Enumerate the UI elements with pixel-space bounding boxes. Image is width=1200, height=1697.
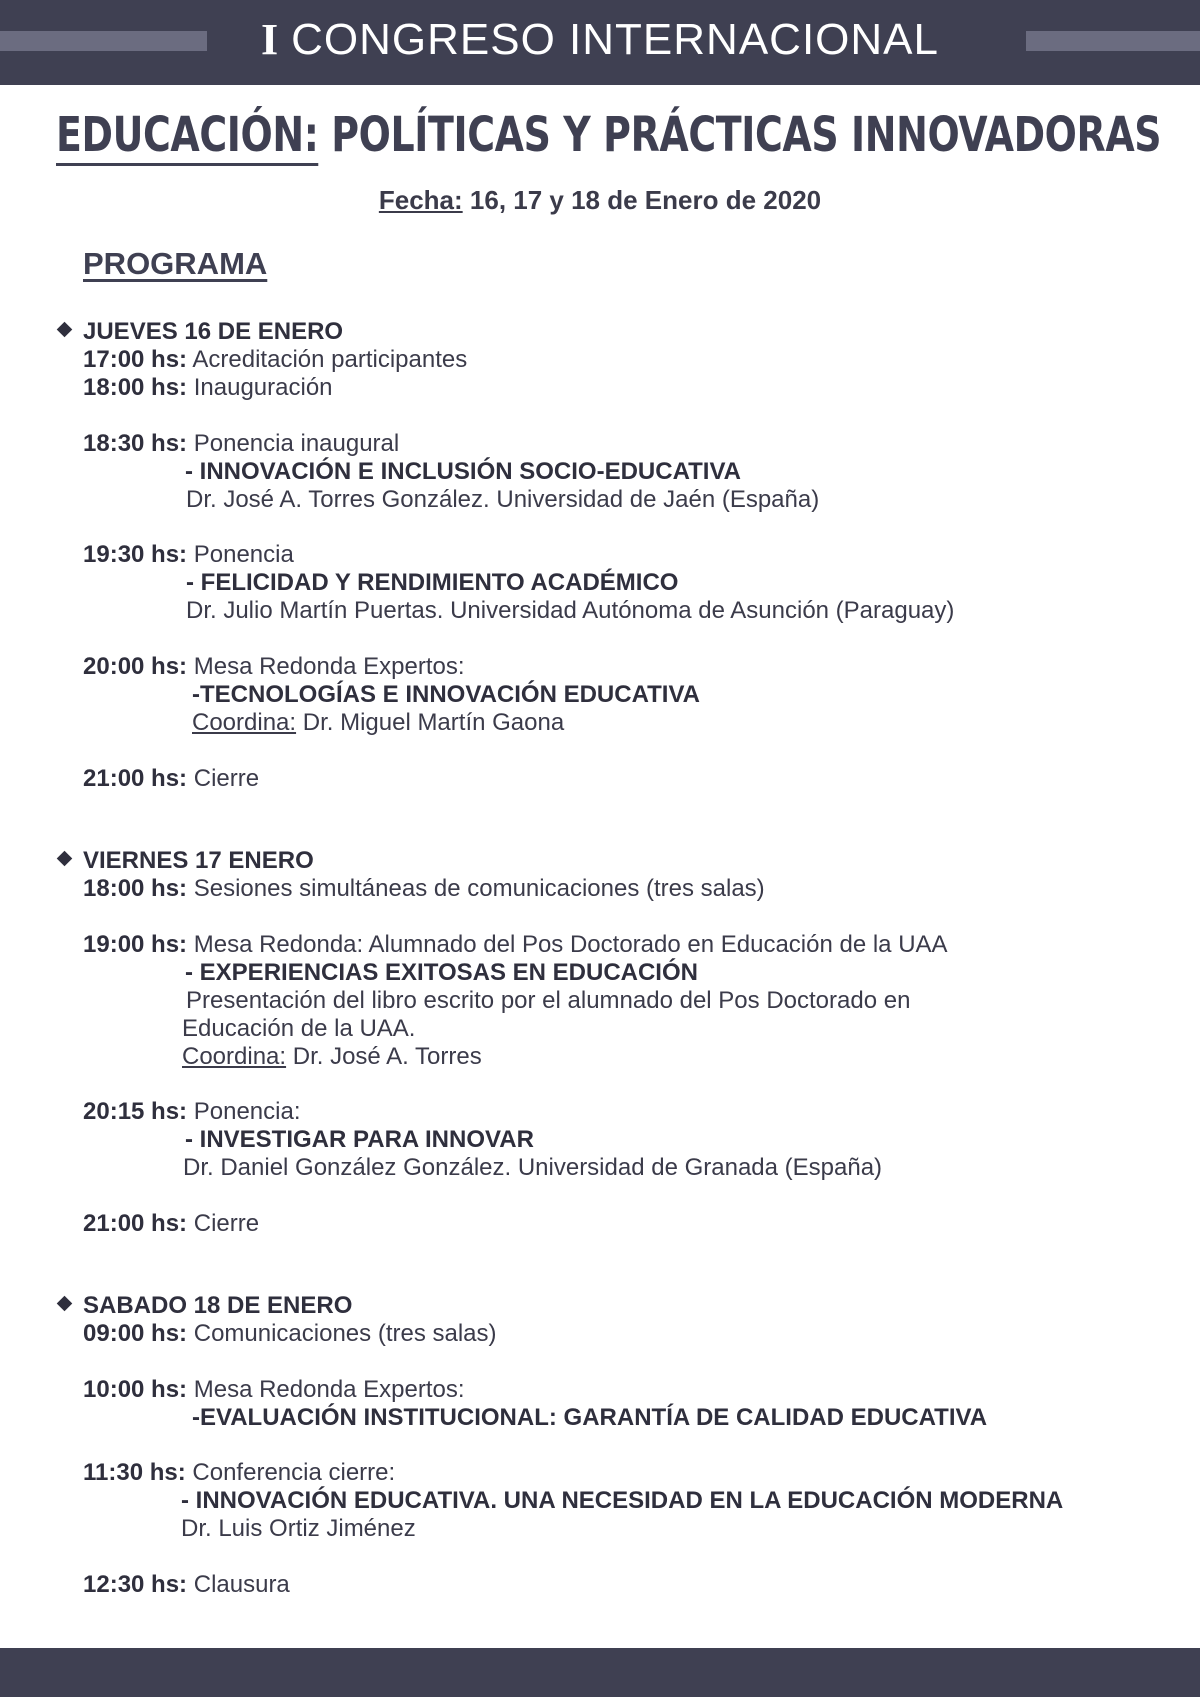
day-title: VIERNES 17 ENERO	[83, 847, 314, 874]
header-bar	[0, 0, 1200, 85]
item-text: Mesa Redonda Expertos:	[193, 1376, 465, 1403]
item-time: 20:15 hs:	[83, 1098, 188, 1125]
schedule-item	[83, 374, 333, 402]
item-topic: -EVALUACIÓN INSTITUCIONAL: GARANTÍA DE CALIDAD EDUCATIVA	[192, 1404, 988, 1431]
item-time: 18:00 hs:	[83, 374, 188, 401]
schedule-item	[83, 931, 948, 959]
schedule-item	[83, 653, 465, 681]
item-text: Sesiones simultáneas de comunicaciones (tres salas)	[193, 875, 765, 902]
day-title: SABADO 18 DE ENERO	[83, 1292, 353, 1319]
item-text: Ponencia inaugural	[193, 430, 400, 457]
item-text: Comunicaciones (tres salas)	[193, 1320, 497, 1347]
schedule-item	[83, 1320, 497, 1348]
item-text: Acreditación participantes	[192, 346, 468, 373]
bullet-diamond-icon	[57, 851, 73, 867]
item-time: 20:00 hs:	[83, 653, 188, 680]
item-text: Mesa Redonda Expertos:	[193, 653, 465, 680]
item-topic: - EXPERIENCIAS EXITOSAS EN EDUCACIÓN	[185, 959, 698, 986]
schedule-item	[83, 875, 765, 903]
day-title: JUEVES 16 DE ENERO	[83, 318, 344, 345]
bullet-diamond-icon	[57, 322, 73, 338]
item-description: Presentación del libro escrito por el alumnado del Pos Doctorado en	[186, 987, 911, 1014]
item-time: 10:00 hs:	[83, 1376, 188, 1403]
item-topic: - INNOVACIÓN EDUCATIVA. UNA NECESIDAD EN LA EDUCACIÓN MODERNA	[181, 1487, 1064, 1514]
schedule-item	[83, 346, 467, 374]
item-time: 18:30 hs:	[83, 430, 188, 457]
congress-title	[0, 12, 1200, 68]
item-topic: - INVESTIGAR PARA INNOVAR	[185, 1126, 534, 1153]
item-time: 12:30 hs:	[83, 1571, 188, 1598]
item-time: 19:30 hs:	[83, 541, 188, 568]
item-coordinator	[182, 1043, 482, 1071]
item-time: 19:00 hs:	[83, 931, 188, 958]
schedule-item	[83, 1459, 395, 1487]
item-description: Educación de la UAA.	[182, 1015, 416, 1042]
congress-label: CONGRESO INTERNACIONAL	[291, 15, 939, 64]
coord-label: Coordina:	[192, 709, 297, 736]
coord-value: Dr. José A. Torres	[292, 1043, 482, 1070]
schedule-item	[83, 1210, 259, 1238]
item-topic: -TECNOLOGÍAS E INNOVACIÓN EDUCATIVA	[192, 681, 701, 708]
item-text: Inauguración	[193, 374, 333, 401]
bullet-diamond-icon	[57, 1296, 73, 1312]
event-date	[0, 183, 1200, 217]
item-text: Cierre	[193, 765, 260, 792]
coord-label: Coordina:	[182, 1043, 287, 1070]
schedule-item	[83, 1098, 300, 1126]
item-time: 11:30 hs:	[83, 1459, 186, 1486]
item-text: Clausura	[193, 1571, 290, 1598]
item-time: 21:00 hs:	[83, 765, 188, 792]
item-speaker: Dr. Luis Ortiz Jiménez	[181, 1515, 416, 1542]
item-text: Mesa Redonda: Alumnado del Pos Doctorado en Educación de la UAA	[193, 931, 948, 958]
main-title	[56, 100, 1162, 170]
item-time: 21:00 hs:	[83, 1210, 188, 1237]
item-speaker: Dr. José A. Torres González. Universidad de Jaén (España)	[186, 486, 820, 513]
main-title-part2: POLÍTICAS Y PRÁCTICAS INNOVADORAS	[331, 107, 1162, 163]
date-label: Fecha:	[378, 185, 463, 215]
coord-value: Dr. Miguel Martín Gaona	[302, 709, 565, 736]
item-text: Ponencia:	[193, 1098, 301, 1125]
roman-numeral: I	[261, 15, 280, 64]
item-speaker: Dr. Daniel González González. Universidad de Granada (España)	[183, 1154, 883, 1181]
item-time: 18:00 hs:	[83, 875, 188, 902]
schedule-item	[83, 1571, 290, 1599]
item-topic: - FELICIDAD Y RENDIMIENTO ACADÉMICO	[186, 569, 679, 596]
schedule-item	[83, 765, 259, 793]
footer-bar	[0, 1648, 1200, 1697]
item-time: 09:00 hs:	[83, 1320, 188, 1347]
date-value: 16, 17 y 18 de Enero de 2020	[469, 185, 822, 215]
item-speaker: Dr. Julio Martín Puertas. Universidad Autónoma de Asunción (Paraguay)	[186, 597, 955, 624]
item-coordinator	[192, 709, 564, 737]
item-text: Ponencia	[193, 541, 294, 568]
item-text: Conferencia cierre:	[192, 1459, 396, 1486]
schedule-item	[83, 1376, 465, 1404]
item-topic: - INNOVACIÓN E INCLUSIÓN SOCIO-EDUCATIVA	[185, 458, 742, 485]
schedule-item	[83, 430, 399, 458]
item-text: Cierre	[193, 1210, 260, 1237]
main-title-part1: EDUCACIÓN:	[56, 107, 318, 166]
programa-heading: PROGRAMA	[83, 246, 268, 281]
schedule-item	[83, 541, 294, 569]
item-time: 17:00 hs:	[83, 346, 188, 373]
